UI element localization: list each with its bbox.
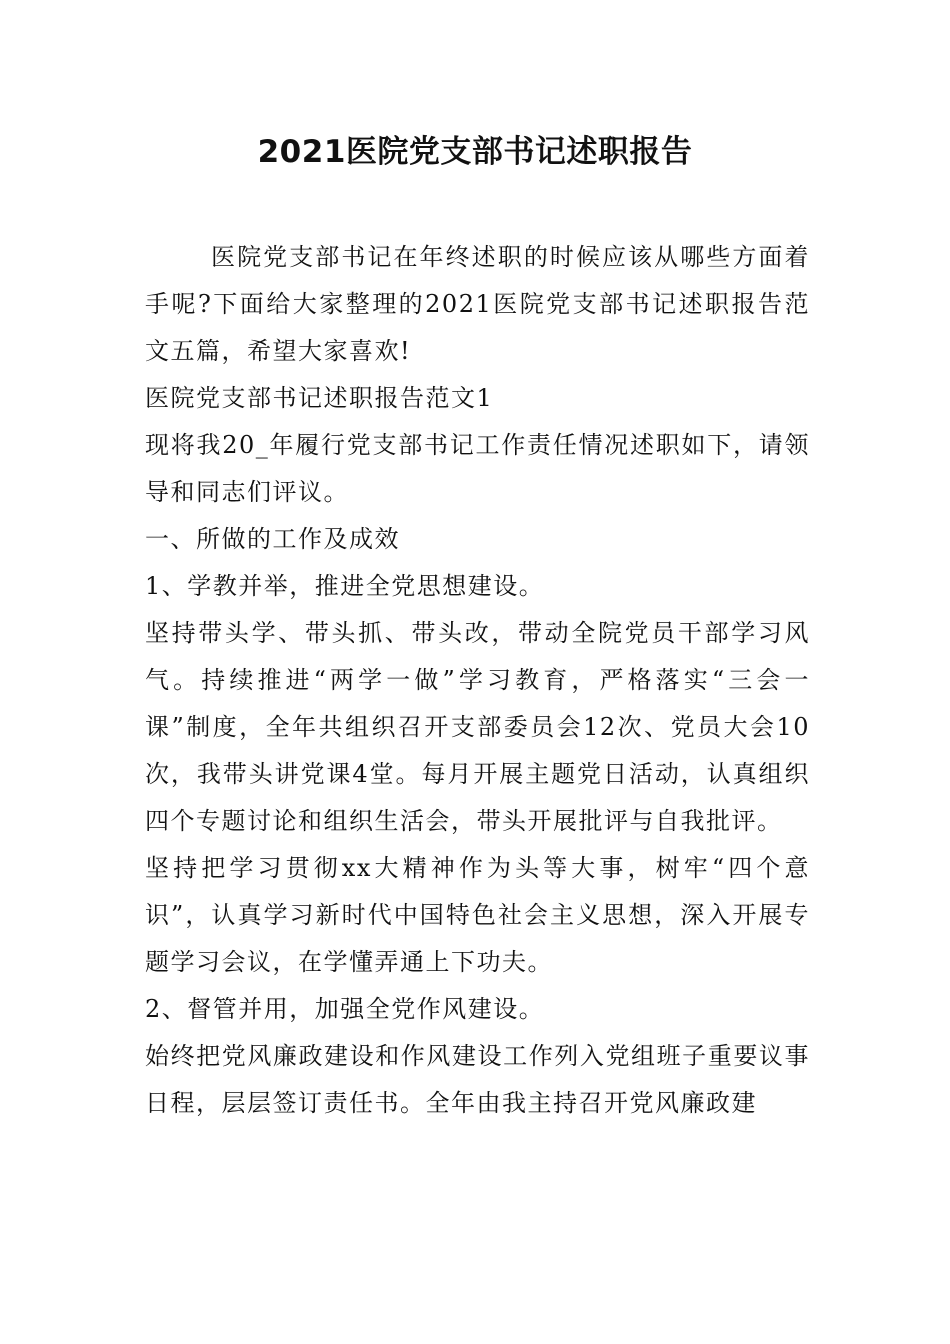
item-heading: 1、学教并举，推进全党思想建设。 [145,572,545,600]
body-paragraph: 坚持把学习贯彻xx大精神作为头等大事，树牢“四个意识”，认真学习新时代中国特色社会主义思想，深入开展专题学习会议，在学懂弄通上下功夫。 [145,854,810,976]
subsection-heading: 一、所做的工作及成效 [145,525,400,553]
document-body [145,234,810,1127]
body-paragraph: 坚持带头学、带头抓、带头改，带动全院党员干部学习风气。持续推进“两学一做”学习教育，严格落实“三会一课”制度，全年共组织召开支部委员会12次、党员大会10次，我带头讲党课4堂。每月开展主题党日活动，认真组织四个专题讨论和组织生活会，带头开展批评与自我批评。 [145,619,810,835]
section-heading: 医院党支部书记述职报告范文1 [145,384,494,412]
body-paragraph: 现将我20_年履行党支部书记工作责任情况述职如下，请领导和同志们评议。 [145,431,810,506]
item-heading: 2、督管并用，加强全党作风建设。 [145,995,545,1023]
intro-paragraph: 医院党支部书记在年终述职的时候应该从哪些方面着手呢?下面给大家整理的2021医院党支部书记述职报告范文五篇，希望大家喜欢! [145,243,810,365]
body-paragraph: 始终把党风廉政建设和作风建设工作列入党组班子重要议事日程，层层签订责任书。全年由我主持召开党风廉政建 [145,1042,810,1117]
document-title: 2021医院党支部书记述职报告 [257,134,693,170]
